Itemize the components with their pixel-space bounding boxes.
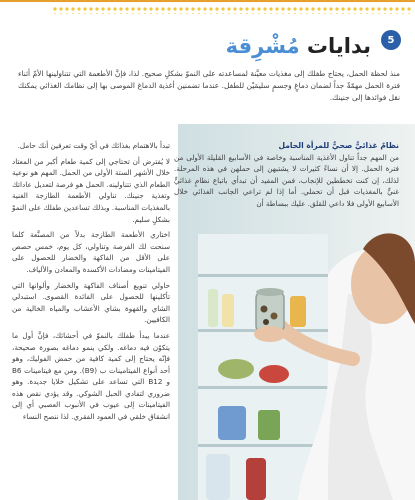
page-title xyxy=(226,34,371,58)
left-paragraph-1: تبدأ بالاهتمام بغذائك في أيّ وقت تعرفين أنك حامل. xyxy=(17,141,170,150)
title-prefix: بدايات xyxy=(299,34,371,58)
title-accent: مُشْرِقة xyxy=(225,34,300,58)
left-text-column xyxy=(12,140,170,427)
left-paragraph-5: عندما يبدأ طفلك بالنموّ في أحشائك، فإنَّ أول ما يتكوّن فيه دماغه. ولكي ينمو دماغه بصورة صحيحة، فإنّه يحتاج إلى كمية كافية من حمض الفوليك، وهو أحد أنواع الفيتامينات ب (B9). ومن مع فيتامينات B6 و B12 التي تساعد على تشكيل خلايا جديدة. وهو ضروري لتفادي الحبل الشوكي. وقد يؤدي نقص هذه الفيتامينات إلى عيوب في الأنبوب العصبي أي إلى انشقاق خلقي في العمود الفقري. لذا ننصح النساء xyxy=(12,330,170,422)
page-number-badge: 5 xyxy=(381,30,401,50)
right-body-text: من المهم جداً تناول الأغذية المناسبة وخاصة في الأسابيع القليلة الأولى من فترة الحمل. إلا أن نساءً كثيرات لا يشتبهن إلى حملهن في هذه المرحلة. لذلك، إن كنت تخططين للإنجاب، فمن المفيد أن تبدأي باتباع نظامٍ غذائيٍّ غنيٍّ بالمغذيات قبل أن تحملي. أما إذا لم تراعي الجانب الغذائي خلال الأسابيع الأولى فلا داعي للقلق. عليك ببساطة أن xyxy=(174,152,399,208)
left-paragraph-2: لا يُفترض أن تحتاجي إلى كمية طعام أكبر من المعتاد خلال الأشهر الستة الأولى من الحمل. المهم هو نوعية الطعام الذي تتناولينه. الحمل هو فرصة لتعديل عاداتك وتغذية جنينك. تناولي الأطعمة الطازجة الغنية بالمغذيات المناسبة. وبذلك تساعدين طفلك على النموّ بشكلٍ سليم. xyxy=(12,156,170,224)
left-paragraph-3: اختاري الأطعمة الطازجة بدلاً من المصنَّعة كلما سنحت لك الفرصة وتناولي، كل يوم، خمس حصص على الأقل من الفاكهة والخضار للحصول على الفيتامينات ومضادات الأكسدة والمعادن والألياف. xyxy=(12,230,170,274)
intro-paragraph: منذ لحظة الحمل، يحتاج طفلك إلى مغذيات معيَّنة لمساعدته على النموّ بشكلٍ صحيح. لذا، فإنَّ الأطعمة التي تتناولينها الأمّ أثناء فترة الحمل مهمّةٌ جداً لضمان دماغٍ وجسمٍ سليمَيْن للطفل. عندما تضمنين أغذية الدماغ الموصى بها إلى نظامك الغذائي يمكنك نقل فوائدها إلى جنينك. xyxy=(18,69,400,103)
left-paragraph-4: حاولي تنويع أصناف الفاكهة والخضار وألوانها التي تأكلينها للحصول على الفائدة القصوى. استبدلي الشاي والقهوة بشاي الأعشاب والمياه الخالية من الكافيين. xyxy=(12,280,170,325)
top-border xyxy=(0,0,415,2)
right-text-column xyxy=(174,140,399,210)
decorative-dot-band xyxy=(52,6,412,14)
section-subheading: نظامٌ غذائيٌّ صحيٌّ للمرأة الحامل xyxy=(278,141,399,150)
